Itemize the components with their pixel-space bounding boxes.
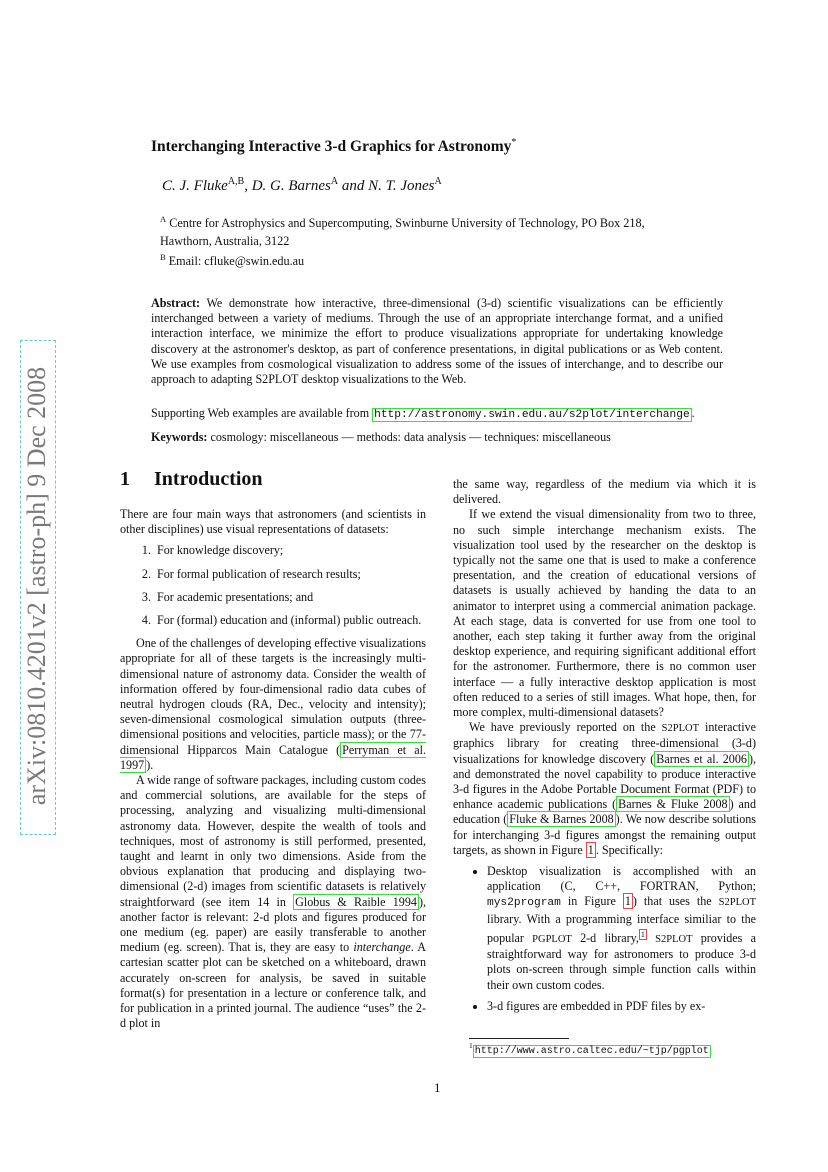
text-run: ) that uses the xyxy=(632,894,719,909)
keywords-label: Keywords: xyxy=(151,430,208,444)
paragraph: There are four main ways that astronomers (and scientists in other disciplines) use visual representations of datasets: xyxy=(120,507,426,537)
text-run: . Specifically: xyxy=(595,842,664,857)
author-name: D. G. Barnes xyxy=(251,178,331,194)
web-examples-link[interactable]: http://astronomy.swin.edu.au/s2plot/interchange xyxy=(374,409,690,421)
citation-year: 1994 xyxy=(392,894,417,909)
citation-authors: Perryman et al. xyxy=(342,742,427,757)
page-number: 1 xyxy=(434,1080,441,1095)
abstract xyxy=(151,296,723,387)
small-caps-name: S2PLOT xyxy=(661,723,699,735)
small-caps-name: S2PLOT xyxy=(718,897,756,909)
affiliation-text: Hawthorn, Australia, 3122 xyxy=(160,234,290,248)
abstract-text: We demonstrate how interactive, three-dimensional (3-d) scientific visualizations can be efficiently interchanged between a variety of mediums. Through the use of an appropriate interchange format, and a unified interaction interface, we minimize the effort to produce visualizations appropriate for undertaking knowledge discovery at the astronomer's desktop, as part of conference presentations, in digital publications or as Web content. We use examples from cosmological visualization to address some of the issues of interchange, and to describe our approach to adapting S2PLOT desktop visualizations to the Web. xyxy=(151,296,723,387)
affiliation-b xyxy=(160,252,304,269)
list-item: 2. For formal publication of research results; xyxy=(154,567,426,582)
keywords-text: cosmology: miscellaneous — methods: data analysis — techniques: miscellaneous xyxy=(210,430,611,444)
text-run: library. With a programming interface similiar to the popular xyxy=(487,911,756,945)
text-run: . A cartesian scatter plot can be sketched on a whiteboard, drawn accurately on-screen for analysis, be saved in suitable format(s) for presentation in a lecture or conference talk, and for publication in a printed journal. The audience “uses” the 2-d plot in xyxy=(120,940,426,1031)
footnote xyxy=(469,1041,711,1057)
author-affiliation: A xyxy=(330,176,339,187)
emphasis: interchange xyxy=(353,940,411,955)
arxiv-identifier: arXiv:0810.4201v2 [astro-ph] 9 Dec 2008 xyxy=(22,366,51,806)
citation-link[interactable]: Barnes & Fluke 2008 xyxy=(618,797,728,812)
paragraph: the same way, regardless of the medium via which it is delivered. xyxy=(453,477,756,507)
text-run: Desktop visualization is accomplished with an application (C, C++, FORTRAN, Python; xyxy=(487,864,756,894)
author-name: N. T. Jones xyxy=(368,178,435,194)
text-run: in Figure xyxy=(560,894,623,909)
citation-link[interactable]: Barnes et al. 2006 xyxy=(656,751,747,766)
affiliation-a-cont xyxy=(160,234,289,249)
section-heading xyxy=(120,468,263,491)
code-term: mys2program xyxy=(487,897,561,910)
author-separator: , xyxy=(244,178,252,194)
citation-link[interactable] xyxy=(293,894,419,910)
text-run: interactive graphics library for creating three-dimensional (3-d) visualizations for knowledge discovery ( xyxy=(453,720,756,766)
text-run: ). We now describe solutions for interchanging 3-d figures amongst the remaining output targets, as shown in Figure xyxy=(453,812,757,857)
text-run: A wide range of software packages, including custom codes and commercial solutions, are available for the steps of processing, analyzing and visualizing multi-dimensional astronomy data. However, despite the wealth of tools and techniques, most of astronomy is still performed, presented, taught and learnt in only two dimensions. Aside from the obvious explanation that producing and displaying two-dimensional (2-d) images from scientific datasets is relatively straightforward (see item 14 in xyxy=(120,773,426,909)
text-run: One of the challenges of developing effective visualizations appropriate for all of these targets is the increasingly multi-dimensional nature of astronomy data. Consider the wealth of information offered by four-dimensional radio data cubes of neutral hydrogen clouds (RA, Dec., velocity and intensity); seven-dimensional cosmological simulation outputs (three-dimensional positions and velocities, particle mass); or the 77-dimensional Hipparcos Main Catalogue ( xyxy=(120,636,426,757)
right-column xyxy=(453,477,756,1020)
author-affiliation: A xyxy=(434,176,442,187)
left-column xyxy=(120,507,426,1032)
title-text: Interchanging Interactive 3-d Graphics for Astronomy xyxy=(151,138,512,156)
affiliation-text: Centre for Astrophysics and Supercomputing, Swinburne University of Technology, PO Box 218, xyxy=(169,216,645,231)
footnote-link[interactable]: 1 xyxy=(640,929,645,939)
list-item: 3. For academic presentations; and xyxy=(154,590,426,605)
footnote-url-link[interactable]: http://www.astro.caltec.edu/~tjp/pgplot xyxy=(474,1045,709,1057)
author-separator: and xyxy=(338,178,369,194)
affiliation-mark: A xyxy=(160,214,167,224)
text-run: 2-d library, xyxy=(571,930,639,945)
list-item: 4. For (formal) education and (informal) public outreach. xyxy=(154,613,426,628)
citation-year: 1997 xyxy=(120,757,145,772)
web-intro-text: Supporting Web examples are available from xyxy=(151,406,373,420)
paragraph: If we extend the visual dimensionality from two to three, no such simple interchange mechanism exists. The visualization tool used by the researcher on the desktop is typically not the same one that is used to make a conference presentation, and the creation of educational versions of datasets is usually achieved by handing the data to an animator to interpret using a commercial animation package. At each stage, data is converted for use from one tool to another, each step taking it further away from the original desktop experience, and requiring significant additional effort for the astronomer. Furthermore, there is no common user interface — a fully interactive desktop application is most often reduced to a series of still images. What hope, then, for more complex, multi-dimensional datasets? xyxy=(453,507,756,720)
author-list xyxy=(162,176,442,195)
small-caps-name: S2PLOT xyxy=(655,933,693,945)
text-run: provides a straightforward way for astronomers to produce 3-d plots on-screen through simple function calls within their own custom codes. xyxy=(487,930,756,992)
small-caps-name: PGPLOT xyxy=(532,933,572,945)
output-target-list xyxy=(453,864,756,1014)
footnote-rule xyxy=(469,1038,569,1039)
section-title: Introduction xyxy=(154,468,263,490)
text-run: We have previously reported on the xyxy=(469,720,662,735)
author-affiliation: A,B xyxy=(227,176,245,187)
affiliation-mark: B xyxy=(160,252,166,262)
author-name: C. J. Fluke xyxy=(162,178,228,194)
section-number: 1 xyxy=(120,468,130,490)
text-run: ), another factor is relevant: 2-d plots and figures produced for one medium (eg. paper) are easily transferable to another medium (eg. screen). That is, they are easy to xyxy=(120,894,426,955)
text-run: ), and demonstrated the novel capability to produce interactive 3-d figures in the Adobe Portable Document Format (PDF) to enhance academic publications ( xyxy=(453,751,756,812)
affiliation-text: Email: cfluke@swin.edu.au xyxy=(168,254,305,269)
text-run: ) and education ( xyxy=(453,797,757,827)
supporting-web-line xyxy=(151,406,695,421)
list-item: 1. For knowledge discovery; xyxy=(154,543,426,558)
paragraph xyxy=(120,636,426,773)
list-item xyxy=(487,864,756,993)
use-list xyxy=(120,543,426,628)
citation-authors: Globus & Raible xyxy=(295,894,386,909)
paragraph xyxy=(120,773,426,1031)
list-item: • 3-d figures are embedded in PDF files by ex- xyxy=(487,999,756,1014)
paper-title xyxy=(151,137,516,156)
figure-link[interactable]: 1 xyxy=(624,894,631,909)
title-footnote-mark: * xyxy=(511,137,517,148)
figure-link[interactable]: 1 xyxy=(587,842,594,857)
abstract-label: Abstract: xyxy=(151,296,201,310)
citation-link[interactable]: Fluke & Barnes 2008 xyxy=(509,812,614,827)
keywords xyxy=(151,430,611,445)
text-run: ). xyxy=(146,757,154,772)
web-end: . xyxy=(691,406,695,420)
paragraph xyxy=(453,720,756,858)
affiliation-a xyxy=(160,214,645,231)
arxiv-sidebar-stamp[interactable] xyxy=(18,340,58,835)
footnote-mark: 1 xyxy=(469,1041,473,1050)
